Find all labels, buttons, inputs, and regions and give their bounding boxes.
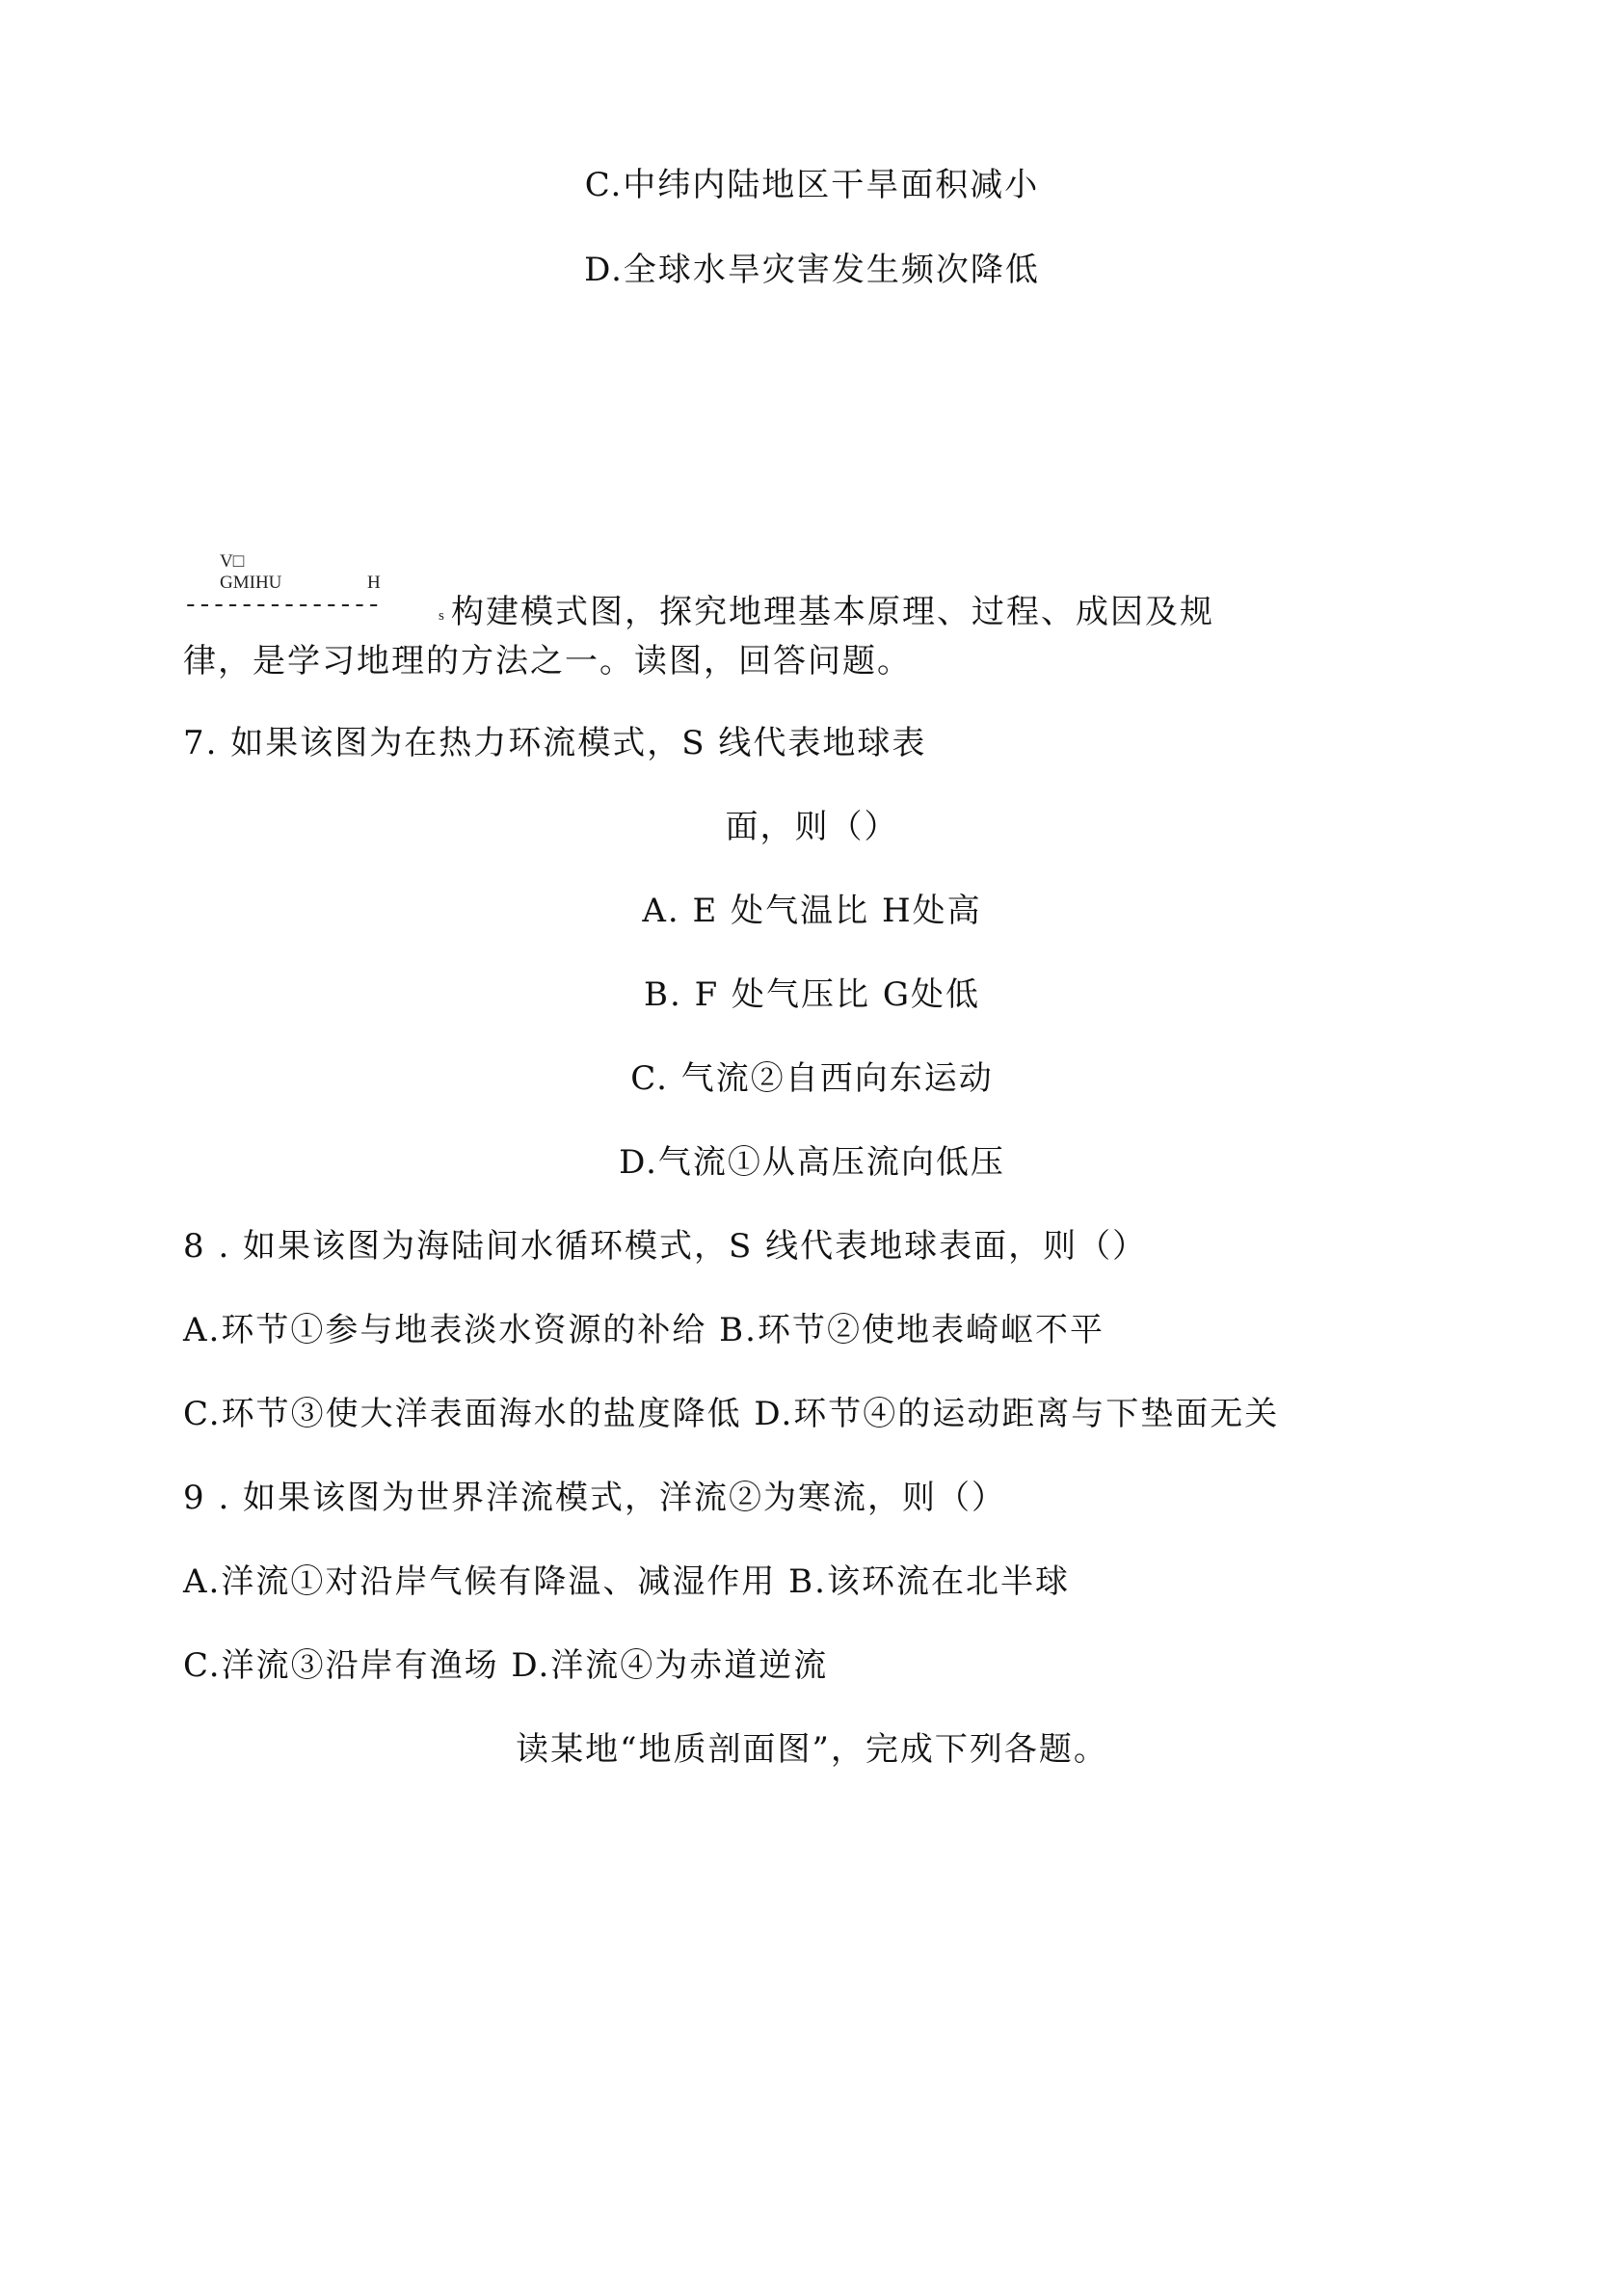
figure-label-gmihu: GMIHU — [220, 573, 282, 593]
q7-stem-line-2: 面，则（） — [725, 808, 899, 846]
prev-option-d: D.全球水旱灾害发生频次降低 — [584, 251, 1040, 289]
q7-option-d: D.气流①从高压流向低压 — [619, 1143, 1005, 1182]
q7-option-b: B. F 处气压比 G处低 — [644, 975, 980, 1014]
q7-stem-line-1: 7. 如果该图为在热力环流模式，S 线代表地球表 — [183, 724, 927, 762]
q7-option-c: C. 气流②自西向东运动 — [630, 1059, 994, 1098]
figure-dashed-line: -------------- — [183, 591, 381, 620]
prev-option-c: C.中纬内陆地区干旱面积减小 — [584, 166, 1040, 204]
figure-label-v: V□ — [220, 551, 245, 572]
q9-options-ab: A.洋流①对沿岸气候有降温、减湿作用 B.该环流在北半球 — [183, 1562, 1070, 1601]
intro-line-1: 构建模式图，探究地理基本原理、过程、成因及规 — [451, 593, 1214, 631]
q7-option-a: A. E 处气温比 H处高 — [642, 892, 982, 930]
next-section-intro: 读某地“地质剖面图”，完成下列各题。 — [516, 1730, 1108, 1769]
figure-label-s: s — [439, 608, 444, 624]
intro-line-2: 律，是学习地理的方法之一。读图，回答问题。 — [183, 642, 912, 680]
q8-options-cd: C.环节③使大洋表面海水的盐度降低 D.环节④的运动距离与下垫面无关 — [183, 1395, 1280, 1433]
figure-label-h: H — [367, 573, 381, 593]
q8-options-ab: A.环节①参与地表淡水资源的补给 B.环节②使地表崎岖不平 — [183, 1311, 1105, 1349]
q9-stem: 9 . 如果该图为世界洋流模式，洋流②为寒流，则（） — [183, 1479, 1007, 1517]
q9-options-cd: C.洋流③沿岸有渔场 D.洋流④为赤道逆流 — [183, 1646, 829, 1685]
q8-stem: 8 . 如果该图为海陆间水循环模式，S 线代表地球表面，则（） — [183, 1227, 1148, 1266]
